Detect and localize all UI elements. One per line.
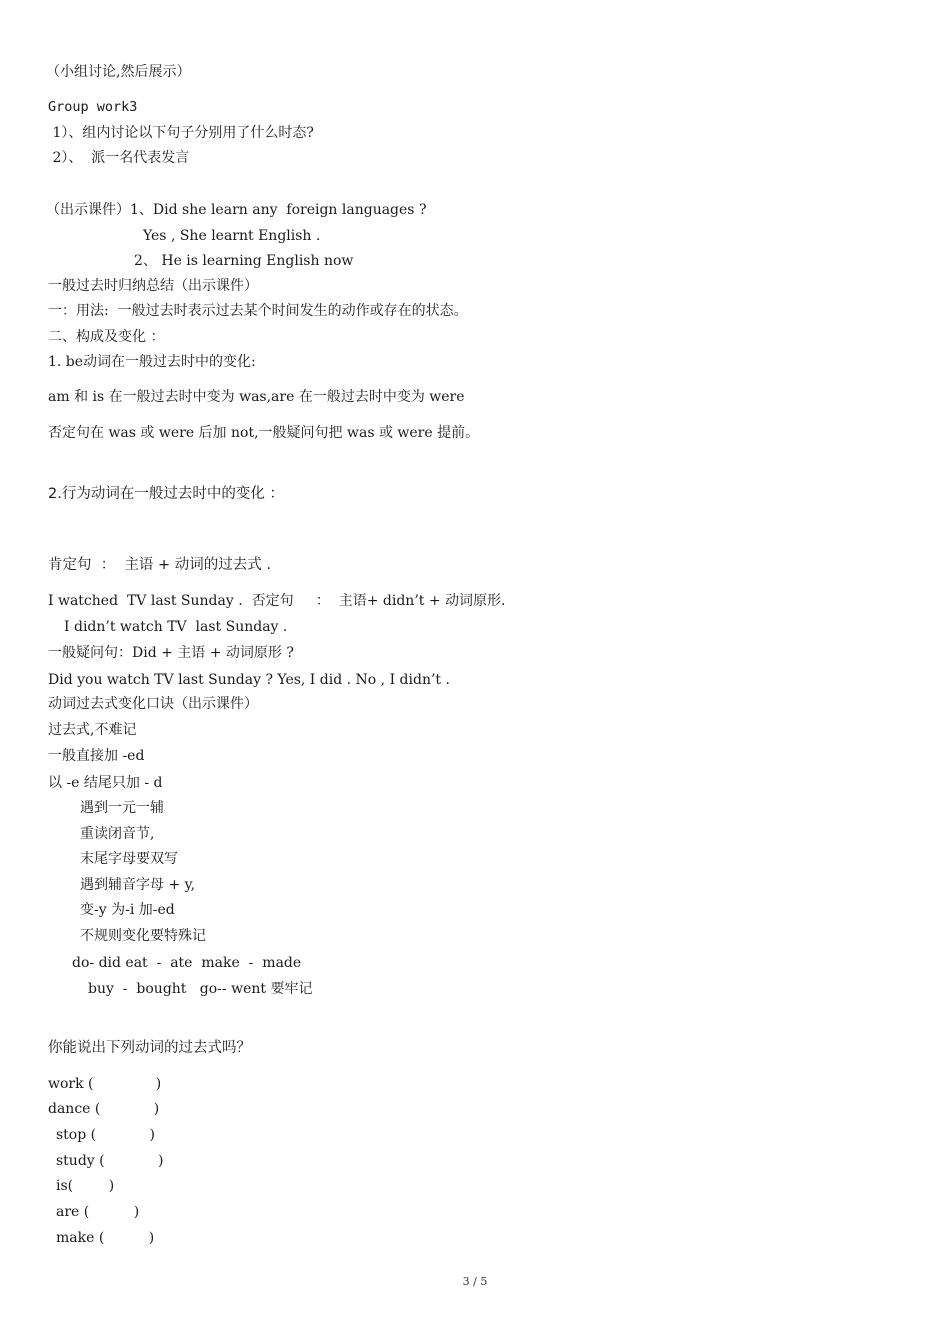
text-line-9: 一：用法: 一般过去时表示过去某个时间发生的动作或存在的状态。 [48,303,468,319]
text-line-8: 一般过去时归纳总结（出示课件） [48,278,258,294]
text-line-26: 末尾字母要双写 [80,851,178,867]
text-line-6: Yes , She learnt English . [143,228,321,244]
exercise-item-work: work ( ) [48,1076,162,1092]
text-line-21: 过去式,不难记 [48,722,137,738]
text-line-29: 不规则变化要特殊记 [80,928,206,944]
text-line-1: （小组讨论,然后展示） [46,64,191,80]
text-line-13: 否定句在 was 或 were 后加 not,一般疑问句把 was 或 were 提前。 [48,425,480,441]
text-line-16: I watched TV last Sunday . 否定句 ： 主语+ didn’t + 动词原形. [48,593,506,609]
text-line-12: am 和 is 在一般过去时中变为 was,are 在一般过去时中变为 were [48,389,465,405]
text-line-2: Group work3 [48,99,138,115]
text-line-22: 一般直接加 -ed [48,748,145,764]
text-line-5: （出示课件）1、Did she learn any foreign languages ? [46,202,427,218]
exercise-item-dance: dance ( ) [48,1101,160,1117]
text-line-19: Did you watch TV last Sunday ? Yes, I did . No , I didn’t . [48,672,450,688]
text-line-27: 遇到辅音字母 + y, [80,877,196,893]
exercise-item-make: make ( ) [56,1230,155,1246]
text-line-18: 一般疑问句：Did + 主语 + 动词原形 ? [48,645,294,661]
text-line-24: 遇到一元一辅 [80,800,164,816]
text-line-23: 以 -e 结尾只加 - d [48,775,163,791]
text-line-4: 2）、 派一名代表发言 [48,150,190,166]
text-line-20: 动词过去式变化口诀（出示课件） [48,696,258,712]
heading-verb-changes: 2.行为动词在一般过去时中的变化 ： [48,486,284,502]
text-line-7: 2、 He is learning English now [134,253,354,269]
text-line-28: 变-y 为-i 加-ed [80,902,175,918]
text-line-17: I didn’t watch TV last Sunday . [64,619,288,635]
exercise-item-are: are ( ) [56,1204,140,1220]
heading-exercise: 你能说出下列动词的过去式吗？ [48,1040,251,1056]
text-line-11: 1. be动词在一般过去时中的变化: [48,354,256,370]
text-line-30: do- did eat - ate make - made [72,955,302,971]
text-line-31: buy - bought go-- went 要牢记 [88,981,313,997]
text-line-affirmative: 肯定句 ： 主语 + 动词的过去式 . [48,557,272,573]
page-number: 3 / 5 [462,1275,488,1288]
text-line-10: 二、构成及变化 ： [48,329,165,345]
text-line-25: 重读闭音节, [80,826,155,842]
exercise-item-stop: stop ( ) [56,1127,155,1143]
exercise-item-is: is( ) [56,1178,115,1194]
exercise-item-study: study ( ) [56,1153,164,1169]
text-line-3: 1）、组内讨论以下句子分别用了什么时态? [48,125,314,141]
